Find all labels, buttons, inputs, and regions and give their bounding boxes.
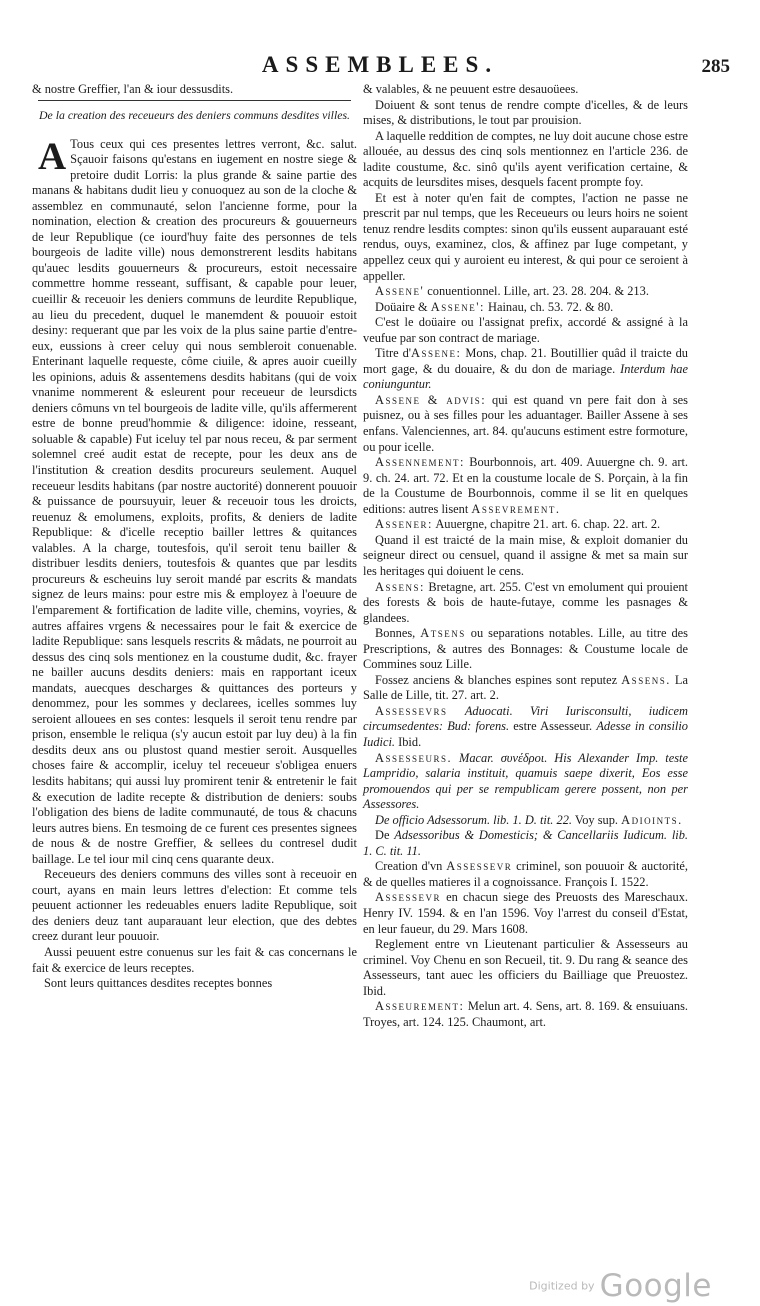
entry-assene-advis: Assene & advis: qui est quand vn pere fait don à ses puisnez, ou à ses filles pour les aduantager. Bailler Assene à ses enfans. Valenciennes, art. 84. qu'aucuns estiment estre formoture, ou pour icelle. [363,392,688,454]
paragraph: C'est le doüaire ou l'assignat prefix, accordé & assigné à la veufue par son contract de mariage. [363,315,688,345]
section-heading: De la creation des receueurs des deniers communs desdites villes. [32,100,357,123]
paragraph: Receueurs des deniers communs des villes sont à receuoir en court, ayans en main leurs lettres d'election: Et comme tels peuuent actionner les redeuables enuers ladite Republique, soit des deniers deuz tant auparauant leur election, que des debtes creez durant leur pouuoir. [32,867,357,944]
entry-titre-assene: Titre d'Assene: Mons, chap. 21. Boutillier quâd il traicte du mort gage, & du douaire, & du don de mariage. Interdum hae coniunguntur. [363,346,688,392]
entry-de-adsessoribus: De Adsessoribus & Domesticis; & Cancellariis Iudicum. lib. 1. C. tit. 11. [363,828,688,858]
paragraph: Reglement entre vn Lieutenant particulier & Assesseurs au criminel. Voy Chenu en son Recueil, tit. 9. Du rang & seance des Assesseurs, tant auec les officiers du Bailliage que Preuostez. Ibid. [363,937,688,998]
digitized-watermark [529,1268,712,1304]
drop-cap: A [38,134,67,178]
page-header [30,52,730,82]
entry-assennement: Assennement: Bourbonnois, art. 409. Auuergne ch. 9. art. 9. ch. 24. art. 72. Et en la coustume locale de S. Porçain, à la fin de la Coustume de Bourbonnois, comme il se lit en quelques editions: autres lisent Assevrement. [363,455,688,516]
left-column [32,82,357,992]
google-logo: Google [599,1268,712,1304]
entry-bonnes-atsens: Bonnes, Atsens ou separations notables. Lille, au titre des Prescriptions, & autres des Bonnages: & Coustume locale de Commines souz Lille. [363,626,688,672]
right-column [363,82,688,1030]
paragraph: A laquelle reddition de comptes, ne luy doit aucune chose estre allouée, au dessus des cinq sols mentionnez en l'article 236. de ladite coustume, &c. sinô qu'ils ayent verification certaine, & acquits de leursdites mises, desquels facent prompte foy. [363,128,688,190]
page-number: 285 [701,56,730,77]
entry-fossez: Fossez anciens & blanches espines sont reputez Assens. La Salle de Lille, tit. 27. art. 2. [363,672,688,703]
paragraph: & valables, & ne peuuent estre desauoüees. [363,82,579,96]
digitized-label: Digitized by [529,1279,595,1293]
running-title: ASSEMBLEES. [261,52,499,77]
entry-assens: Assens: Bretagne, art. 255. C'est vn emolument qui prouient des forests & bois de haute-futaye, comme les pasnages & glandees. [363,579,688,625]
paragraph: Doiuent & sont tenus de rendre compte d'icelles, & de leurs mises, & distributions, le tout par prouision. [363,97,688,128]
entry-assesseur-siege: Assessevr en chacun siege des Preuosts des Mareschaux. Henry IV. 1594. & en l'an 1596. Voy l'arrest du conseil d'Estat, en leur faueur, du 29. Mars 1608. [363,890,689,936]
entry-assene-conuentionnel: Assene' conuentionnel. Lille, art. 23. 28. 204. & 213. [375,284,649,299]
letters-patent-paragraph: A Tous ceux qui ces presentes lettres verront, &c. salut. Sçauoir faisons qu'estans en iugement en nostre siege & pretoire dudit Lorris: la plus grande & saine partie des manans & habitans dudit lieu y conuoquez au son de la cloche & assemblez en communauté, selon l'ancienne forme, pour la nomination, election & creation des procureurs & gouuerneurs de leur Republique (ce iourd'huy faite des personnes de tels bourgeois de ladite ville) nous demonstrerent lesdits habitans qu'auec lesdits gouuerneurs & procureurs, estoit necessaire commettre homme resseant, suffisant, & capable pour leuer, cueillir & receuoir les deniers communs de leurdite Republique, au lieu du precedent, duquel le manemdent & pouuoir estoit desiny: requerant que par les voix de la plus saine partie d'entre-eux, eussions à creer celuy qui nous sembleroit conuenable. Enterinant laquelle requeste, côme ciuile, & apres auoir cueilly les opinions, aduis & assentemens desdits habitans (qui de voix vnanime nommerent & esleurent pour receueur de leursdicts deniers cômuns vn tel bourgeois de ladite ville, qu'ils affermerent estre de bonne preud'hommie & diligence: idoine, resseant, soluable & capable) Fut iceluy tel par nous receu, & par serment solemnel creé audit estat de recepte, pour les deux ans de l'institution & creation desdits procureurs seulement. Auquel receueur lesdits habitans (par nostre auctorité) donnerent pouuoir & puissance de poursuyuir, leuer & receuoir tous les droicts, reuenuz & emolumens, exploits, profits, & deniers de ladite Republique: & d'icelle receptio bailler lettres & quitances valables. A la charge, toutesfois, qu'il seroit tenu bailler & distribuer lesdits deniers, toutesfois & quantes que par lesdits procureurs & escheuins luy seroit mandé par escrits & mandats signez de leurs mains: pour estre mis & employez à l'oeuure de l'emparement & fortification de ladite ville, chemins, voyries, & autres affaires vrgens & necessaires pour le fait & exercice de ladite Republique: sans lesquels rescrits & mâdats, ne pourroit au dessus des cinq sols mentionez en la coustume dudit, &c. frayer ne bailler aucuns desdits deniers: mais en rapportant iceux mandats, auecques descharges & quittances des porteurs y denommez, pour les sommes y declarees, icelles sommes luy seroient allouees en ses contes: lesquels il seroit tenu rendre par prison, ensemble le reliqua (s'y aucun estoit par luy deu) à la fin desdits deux ans ou plustost quand mestier seroit. Ausquelles choses faire & accomplir, iceluy tel receueur s'obligea enuers lesdits habitans; qui aussi luy promirent tenir & entretenir le fait & execution de ladite recepte & distribution de deniers: soubs l'obligation des biens de ladite communauté, de tous & chacuns leurs autres biens. En tesmoing de ce furent ces presentes signees de nous & de nostre Greffier, & sellees du contresel dudit baillage. Le tel iour mil cinq cens quarante deux. [32,134,357,866]
entry-creation-assesseur: Creation d'vn Assessevr criminel, son pouuoir & auctorité, & de quelles matieres il a cognoissance. François I. 1522. [363,859,688,889]
paragraph: Sont leurs quittances desdites receptes bonnes [44,976,273,991]
entry-douaire-assene: Doüaire & Assene': Hainau, ch. 53. 72. & 80. [375,299,614,314]
entry-assener: Assener: Auuergne, chapitre 21. art. 6. chap. 22. art. 2. [375,517,661,532]
paragraph: Et est à noter qu'en fait de comptes, l'action ne passe ne prescrit par nul temps, que les Receueurs ou leurs hoirs ne soient tenuz rendre lesdits comptes: sinon qu'ils eussent auparauant esté rendus, ouys, examinez, clos, & affinez par Iuge competant, y appellez ceux qui y auroient eu interest, & qui pour ce seroient à appeller. [363,190,688,283]
entry-assesseurs: Assessevrs Aduocati. Viri Iurisconsulti, iudicem circumsedentes: Bud: forens. estre Assesseur. Adesse in consilio Iudici. Ibid. [363,703,688,749]
paragraph: Quand il est traicté de la main mise, & exploit domanier du seigneur direct ou censuel, quand il assigne & met sa main sur les heritages qui doiuent le cens. [363,532,688,578]
entry-assesseurs-macar: Assesseurs. Macar. συνέδροι. His Alexander Imp. teste Lampridio, salaria instituit, quamuis saepe dixerit, Eos esse promouendos qui per se rempublicam gerere possent, non per Assessores. [363,750,688,812]
entry-de-officio: De officio Adsessorum. lib. 1. D. tit. 22. Voy sup. Adioints. [375,812,683,827]
continuation-line: & nostre Greffier, l'an & iour dessusdits. [32,82,234,96]
entry-asseurement: Asseurement: Melun art. 4. Sens, art. 8. 169. & ensuiuans. Troyes, art. 124. 125. Chaumont, art. [363,999,689,1029]
heading-rule [38,100,351,101]
paragraph: Aussi peuuent estre conuenus sur les fait & cas concernans le fait & exercice de leurs receptes. [32,944,357,975]
